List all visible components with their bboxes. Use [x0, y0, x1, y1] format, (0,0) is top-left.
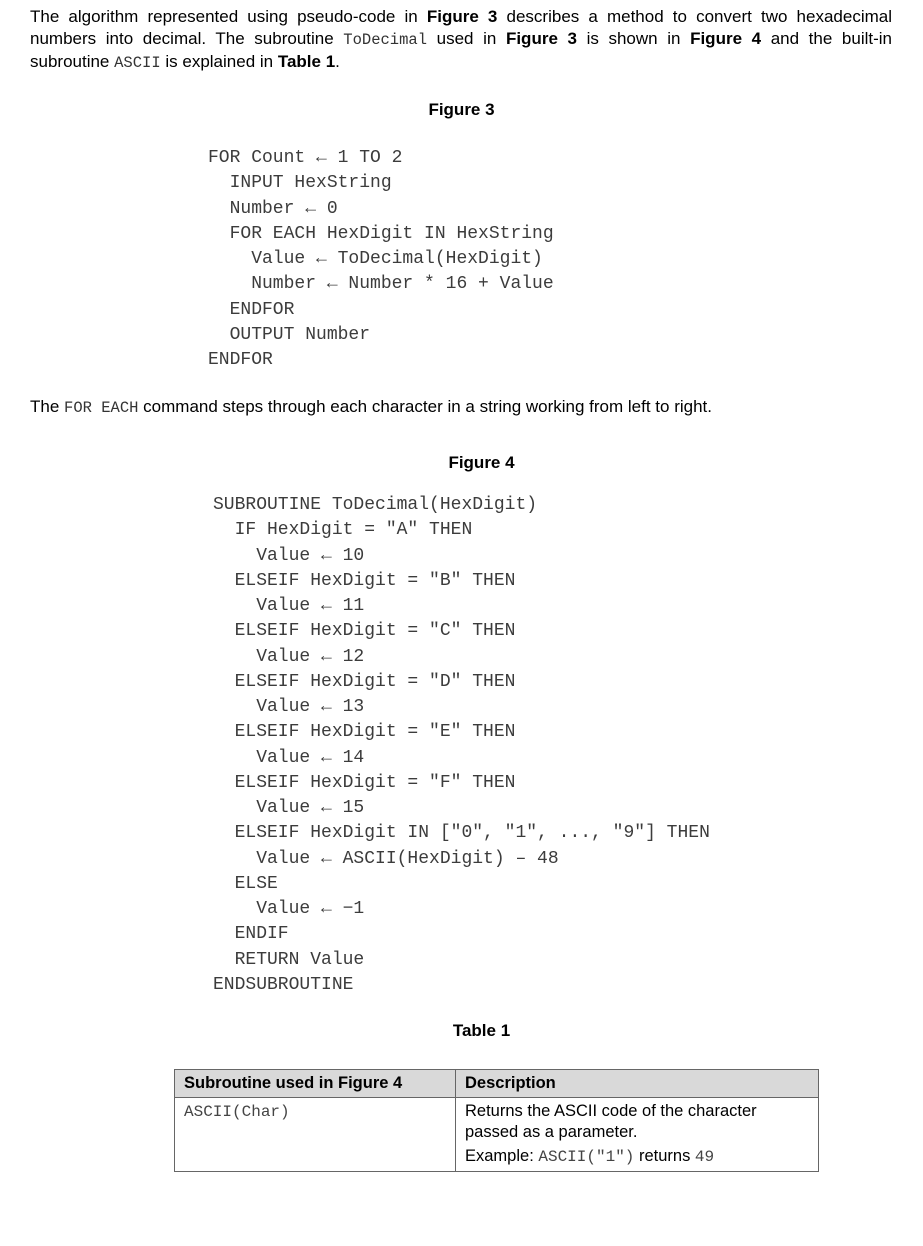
for-each-explanation: [30, 396, 900, 419]
intro-text-3: used in: [427, 29, 506, 48]
table-header-subroutine: Subroutine used in Figure 4: [175, 1070, 456, 1098]
intro-text-5: and the built-in subroutine: [30, 29, 893, 71]
intro-text-6: is explained in: [160, 52, 278, 71]
description-example: [465, 1146, 809, 1168]
intro-text-1: The algorithm represented using pseudo-code in: [30, 7, 427, 26]
intro-ref-figure3-second: Figure 3: [505, 29, 577, 48]
intro-paragraph: [30, 6, 892, 74]
figure4-caption: Figure 4: [448, 453, 515, 472]
table-row: [175, 1098, 819, 1172]
example-code: ASCII("1"): [538, 1148, 635, 1166]
table-header-row: [175, 1070, 819, 1098]
intro-ref-figure3: Figure 3: [426, 7, 498, 26]
table1: [174, 1069, 819, 1172]
intro-text-2: describes a method to convert two hexadecimal numbers into decimal. The subroutine: [30, 7, 892, 48]
table1-caption: Table 1: [452, 1021, 511, 1040]
figure3-pseudocode: FOR Count ← 1 TO 2 INPUT HexString Number ← 0 FOR EACH HexDigit IN HexString Value ← ToDecimal(HexDigit) Number ← Number * 16 + Value ENDFOR OUTPUT Number ENDFOR: [208, 148, 554, 371]
sentence-text-2: command steps through each character in a string working from left to right.: [138, 397, 712, 416]
intro-code-todecimal: ToDecimal: [343, 31, 428, 49]
description-text: Returns the ASCII code of the character passed as a parameter.: [465, 1102, 757, 1141]
intro-ref-figure4: Figure 4: [690, 29, 762, 48]
sentence-text-1: The: [30, 397, 65, 416]
intro-ref-table1: Table 1: [277, 52, 336, 71]
subroutine-signature: ASCII(Char): [184, 1103, 290, 1121]
figure3-caption: Figure 3: [428, 100, 495, 119]
example-value: 49: [694, 1148, 715, 1166]
example-mid: returns: [634, 1147, 695, 1165]
table-cell-description: [456, 1098, 819, 1172]
intro-text-7: .: [335, 52, 340, 71]
sentence-code-for-each: FOR EACH: [64, 399, 139, 417]
table-header-description: Description: [456, 1070, 819, 1098]
example-label: Example:: [465, 1147, 539, 1165]
figure4-pseudocode: SUBROUTINE ToDecimal(HexDigit) IF HexDigit = "A" THEN Value ← 10 ELSEIF HexDigit = "B" THEN Value ← 11 ELSEIF HexDigit = "C" THEN Value ← 12 ELSEIF HexDigit = "D" THEN Value ← 13 ELSEIF HexDigit = "E" THEN Value ← 14 ELSEIF HexDigit = "F" THEN Value ← 15 ELSEIF HexDigit IN ["0", "1", ..., "9"] THEN Value ← ASCII(HexDigit) – 48 ELSE Value ← −1 ENDIF RETURN Value ENDSUBROUTINE: [213, 495, 710, 995]
intro-code-ascii: ASCII: [114, 54, 161, 72]
intro-text-4: is shown in: [576, 29, 691, 48]
table-cell-subroutine: [175, 1098, 456, 1172]
